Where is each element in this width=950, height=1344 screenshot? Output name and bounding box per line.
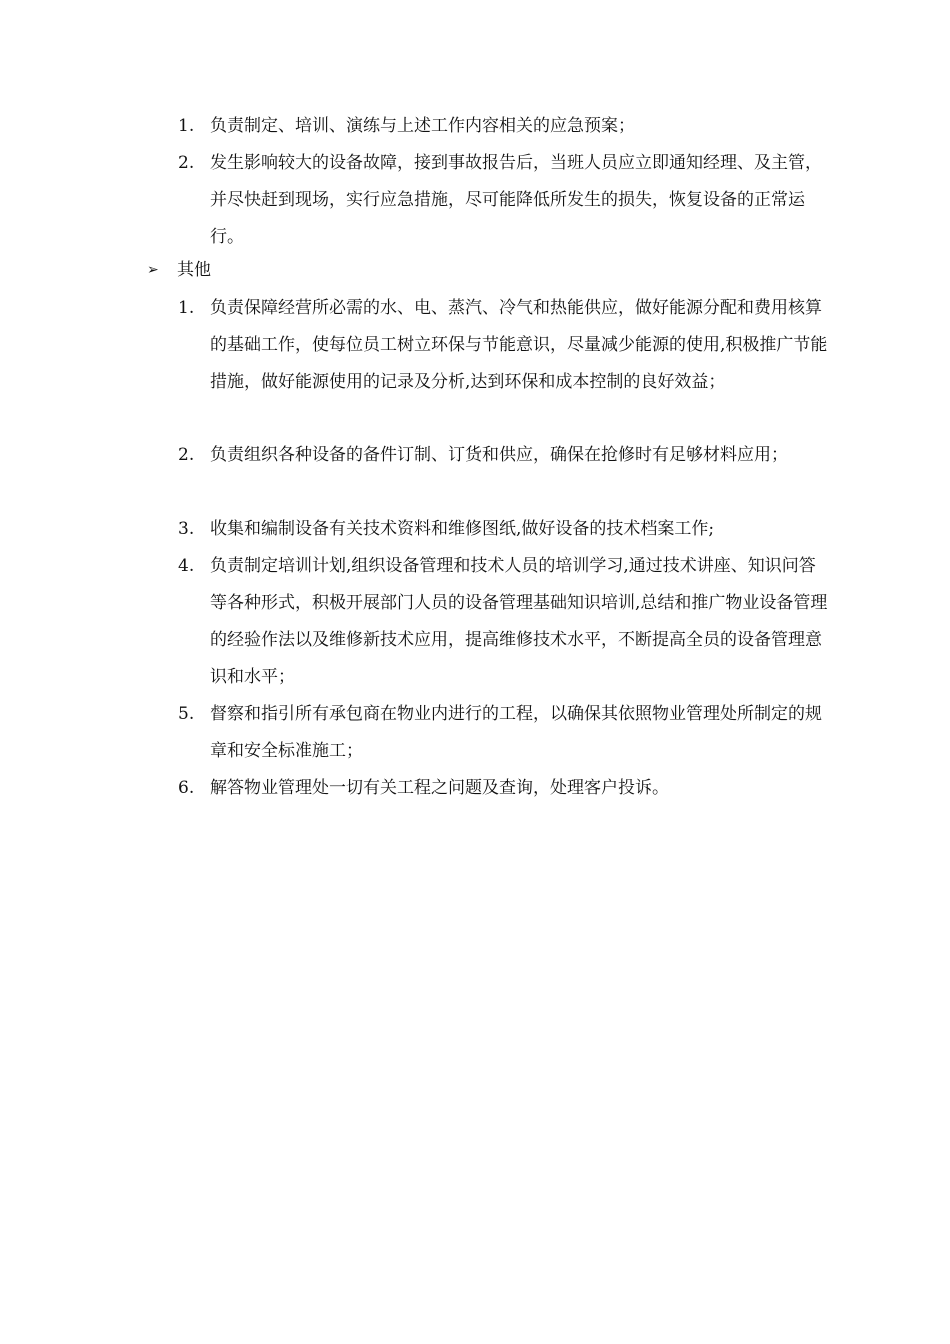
item-number: 1. — [178, 116, 195, 136]
section-title: 其他 — [177, 260, 211, 280]
item-text: 督察和指引所有承包商在物业内进行的工程，以确保其依照物业管理处所制定的规章和安全标准施工； — [210, 704, 822, 761]
item-text: 负责制定、培训、演练与上述工作内容相关的应急预案； — [210, 116, 635, 136]
item-text: 发生影响较大的设备故障，接到事故报告后，当班人员应立即通知经理、及主管，并尽快赶到现场，实行应急措施，尽可能降低所发生的损失，恢复设备的正常运行。 — [210, 153, 822, 247]
list-item — [178, 548, 828, 696]
item-text: 负责组织各种设备的备件订制、订货和供应，确保在抢修时有足够材料应用； — [210, 445, 788, 465]
list-item — [178, 696, 828, 770]
list-item — [178, 290, 828, 401]
list-item — [178, 145, 828, 256]
item-number: 2. — [178, 445, 195, 465]
item-number: 2. — [178, 153, 195, 173]
section-heading — [147, 252, 211, 289]
item-text: 解答物业管理处一切有关工程之问题及查询，处理客户投诉。 — [210, 778, 669, 798]
item-number: 5. — [178, 704, 195, 724]
item-number: 6. — [178, 778, 195, 798]
item-text: 负责保障经营所必需的水、电、蒸汽、冷气和热能供应，做好能源分配和费用核算的基础工作，使每位员工树立环保与节能意识，尽量减少能源的使用,积极推广节能措施，做好能源使用的记录及分析,达到环保和成本控制的良好效益； — [210, 298, 828, 392]
item-number: 3. — [178, 519, 195, 539]
item-text: 负责制定培训计划,组织设备管理和技术人员的培训学习,通过技术讲座、知识问答等各种形式，积极开展部门人员的设备管理基础知识培训,总结和推广物业设备管理的经验作法以及维修新技术应用，提高维修技术水平，不断提高全员的设备管理意识和水平； — [210, 556, 828, 687]
item-number: 4. — [178, 556, 195, 576]
item-text: 收集和编制设备有关技术资料和维修图纸,做好设备的技术档案工作; — [210, 519, 715, 539]
list-item — [178, 108, 828, 145]
item-number: 1. — [178, 298, 195, 318]
arrow-bullet-icon: ➢ — [147, 262, 159, 278]
list-item — [178, 511, 828, 548]
list-item — [178, 770, 828, 807]
list-item — [178, 437, 828, 474]
